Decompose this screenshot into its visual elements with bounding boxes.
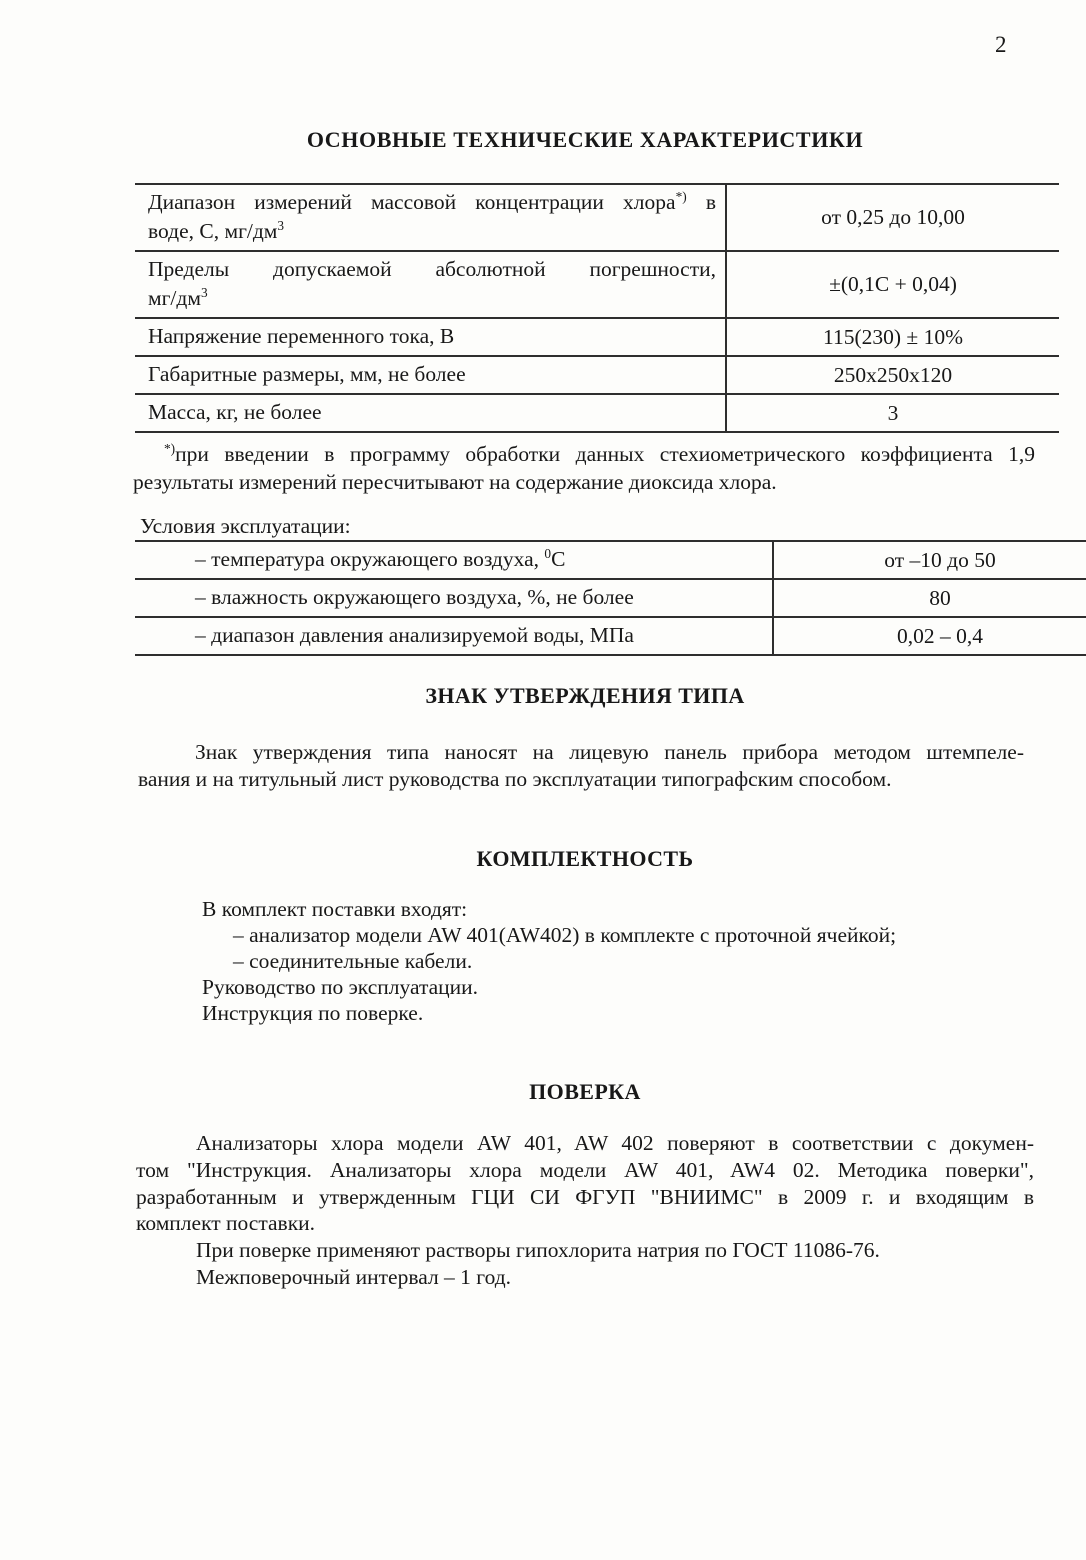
document-title: ОСНОВНЫЕ ТЕХНИЧЕСКИЕ ХАРАКТЕРИСТИКИ bbox=[306, 127, 864, 152]
table-row bbox=[135, 356, 1059, 394]
paragraph-line: разработанным и утвержденным ГЦИ СИ ФГУП "ВНИИМС" в 2009 г. и входящим в bbox=[136, 1184, 1034, 1209]
completeness-instruction-line: Инструкция по поверке. bbox=[202, 1001, 424, 1025]
param-text: в bbox=[686, 190, 716, 214]
param-line bbox=[148, 217, 716, 246]
condition-value: 80 bbox=[773, 579, 1086, 617]
spec-param-mass: Масса, кг, не более bbox=[135, 394, 726, 432]
param-line bbox=[148, 284, 716, 313]
footnote-marker: *) bbox=[675, 188, 687, 204]
technical-characteristics-table bbox=[135, 183, 1059, 433]
spec-value: 3 bbox=[726, 394, 1059, 432]
paragraph-line: комплект поставки. bbox=[136, 1211, 316, 1236]
spec-param-dimensions: Габаритные размеры, мм, не более bbox=[135, 356, 726, 394]
footnote-text: при введении в программу обработки данных стехиометрического коэффициента 1,9 результаты измерений пересчитывают на содержание диоксида хлора. bbox=[133, 442, 1035, 494]
verification-block bbox=[136, 1130, 1034, 1291]
table-row bbox=[135, 251, 1059, 318]
section-heading-completeness: КОМПЛЕКТНОСТЬ bbox=[476, 846, 694, 871]
operating-conditions-table bbox=[135, 540, 1086, 656]
table-footnote bbox=[133, 440, 1035, 496]
paragraph-line: При поверке применяют растворы гипохлорита натрия по ГОСТ 11086-76. bbox=[196, 1238, 880, 1263]
param-text: Диапазон измерений массовой концентрации хлора bbox=[148, 190, 676, 214]
table-row bbox=[135, 184, 1059, 251]
paragraph-line: Знак утверждения типа наносят на лицевую панель прибора методом штемпеле- bbox=[195, 740, 1024, 764]
type-approval-paragraph bbox=[138, 739, 1024, 793]
param-text: воде, С, мг/дм bbox=[148, 219, 278, 243]
table-row bbox=[135, 579, 1086, 617]
table-row bbox=[135, 394, 1059, 432]
completeness-block bbox=[202, 896, 1032, 1026]
param-line bbox=[148, 188, 716, 217]
completeness-manual-line: Руководство по эксплуатации. bbox=[202, 975, 479, 999]
param-text: С bbox=[551, 547, 566, 571]
spec-param-error-limits bbox=[135, 251, 726, 318]
superscript: 3 bbox=[200, 284, 208, 300]
param-line bbox=[148, 255, 716, 284]
completeness-intro: В комплект поставки входят: bbox=[202, 897, 468, 921]
spec-param-voltage: Напряжение переменного тока, В bbox=[135, 318, 726, 356]
spec-value: 250x250x120 bbox=[726, 356, 1059, 394]
condition-value: 0,02 – 0,4 bbox=[773, 617, 1086, 655]
spec-value: ±(0,1С + 0,04) bbox=[726, 251, 1059, 318]
operating-conditions-label: Условия эксплуатации: bbox=[140, 514, 351, 538]
table-row bbox=[135, 318, 1059, 356]
page-number: 2 bbox=[995, 32, 1007, 57]
spec-value: от 0,25 до 10,00 bbox=[726, 184, 1059, 251]
condition-value: от –10 до 50 bbox=[773, 541, 1086, 579]
table-row bbox=[135, 541, 1086, 579]
list-item: – соединительные кабели. bbox=[233, 949, 473, 973]
superscript: 3 bbox=[277, 217, 285, 233]
list-item: – анализатор модели AW 401(AW402) в комплекте с проточной ячейкой; bbox=[233, 923, 897, 947]
param-text: Пределы допускаемой абсолютной погрешности, bbox=[148, 257, 716, 281]
table-row bbox=[135, 617, 1086, 655]
param-text: – температура окружающего воздуха, bbox=[195, 547, 545, 571]
condition-param-temperature bbox=[135, 541, 773, 579]
paragraph-line: Межповерочный интервал – 1 год. bbox=[196, 1264, 512, 1289]
footnote-marker: *) bbox=[164, 440, 176, 456]
condition-param-humidity: – влажность окружающего воздуха, %, не более bbox=[135, 579, 773, 617]
section-heading-verification: ПОВЕРКА bbox=[529, 1079, 641, 1104]
section-heading-type-approval: ЗНАК УТВЕРЖДЕНИЯ ТИПА bbox=[425, 683, 745, 708]
paragraph-line: Анализаторы хлора модели AW 401, AW 402 поверяют в соответствии с докумен- bbox=[196, 1131, 1034, 1155]
param-text: мг/дм bbox=[148, 286, 201, 310]
superscript: 0 bbox=[544, 545, 552, 561]
spec-value: 115(230) ± 10% bbox=[726, 318, 1059, 356]
spec-param-chlorine-range bbox=[135, 184, 726, 251]
paragraph-line: том "Инструкция. Анализаторы хлора модели AW 401, AW4 02. Методика поверки", bbox=[136, 1157, 1034, 1182]
paragraph-line: вания и на титульный лист руководства по эксплуатации типографским способом. bbox=[138, 767, 892, 791]
condition-param-pressure: – диапазон давления анализируемой воды, МПа bbox=[135, 617, 773, 655]
